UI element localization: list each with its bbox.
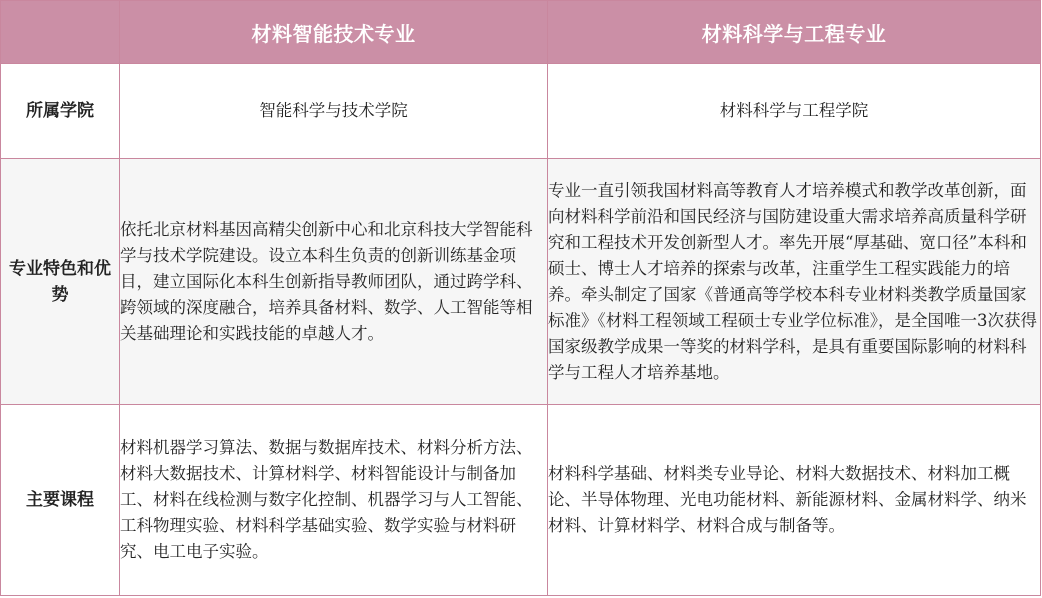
- features-col2: 专业一直引领我国材料高等教育人才培养模式和教学改革创新，面向材料科学前沿和国民经济与国防建设重大需求培养高质量科学研究和工程技术开发创新型人才。率先开展“厚基础、宽口径”本科和硕士、博士人才培养的探索与改革，注重学生工程实践能力的培养。牵头制定了国家《普通高等学校本科专业材料类教学质量国家标准》《材料工程领域工程硕士专业学位标准》，是全国唯一3次获得国家级教学成果一等奖的材料学科，是具有重要国际影响的材料科学与工程人才培养基地。: [548, 159, 1041, 405]
- table-row: [1, 159, 1041, 405]
- courses-col1: 材料机器学习算法、数据与数据库技术、材料分析方法、材料大数据技术、计算材料学、材料智能设计与制备加工、材料在线检测与数字化控制、机器学习与人工智能、工科物理实验、材料科学基础实验、数学实验与材料研究、电工电子实验。: [120, 405, 548, 596]
- features-col1: 依托北京材料基因高精尖创新中心和北京科技大学智能科学与技术学院建设。设立本科生负责的创新训练基金项目，建立国际化本科生创新指导教师团队，通过跨学科、跨领域的深度融合，培养具备材料、数学、人工智能等相关基础理论和实践技能的卓越人才。: [120, 159, 548, 405]
- row-label-features: 专业特色和优势: [1, 159, 120, 405]
- college-col1: 智能科学与技术学院: [120, 64, 548, 159]
- row-label-courses: 主要课程: [1, 405, 120, 596]
- college-col2: 材料科学与工程学院: [548, 64, 1041, 159]
- header-materials-science-engineering: 材料科学与工程专业: [548, 1, 1041, 64]
- table-row: [1, 64, 1041, 159]
- header-row: [1, 1, 1041, 64]
- courses-col2: 材料科学基础、材料类专业导论、材料大数据技术、材料加工概论、半导体物理、光电功能材料、新能源材料、金属材料学、纳米材料、计算材料学、材料合成与制备等。: [548, 405, 1041, 596]
- header-corner: [1, 1, 120, 64]
- header-materials-intelligent-tech: 材料智能技术专业: [120, 1, 548, 64]
- table-row: [1, 405, 1041, 596]
- row-label-college: 所属学院: [1, 64, 120, 159]
